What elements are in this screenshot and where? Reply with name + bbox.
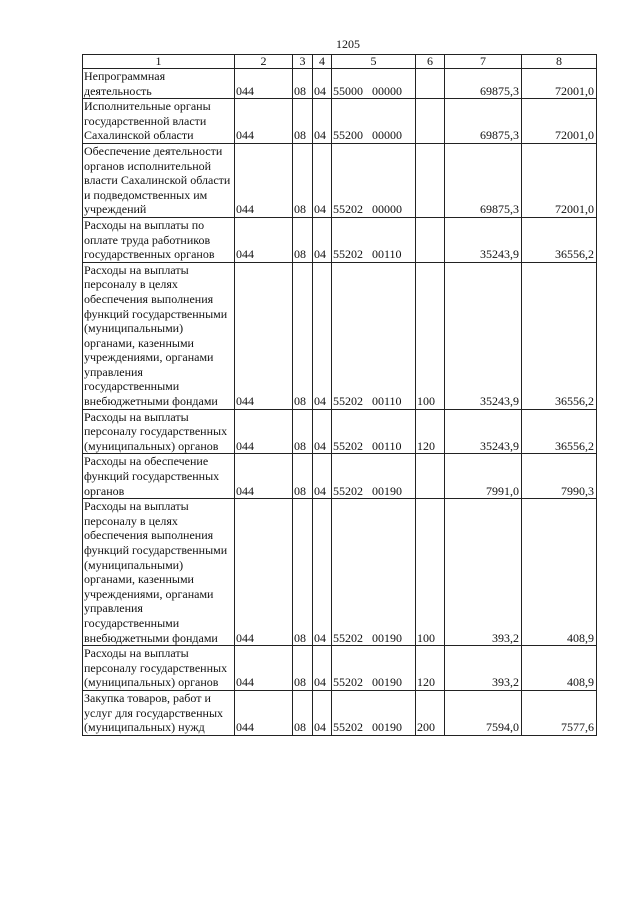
row-csr [332,409,416,454]
row-rz: 08 [293,143,313,217]
budget-table [82,54,597,736]
header-cell-7: 7 [445,55,522,69]
row-sum-col7: 393,2 [445,646,522,691]
row-csr-direction: 00110 [372,438,402,453]
row-csr-direction: 00110 [372,247,402,262]
row-sum-col8: 72001,0 [522,143,597,217]
row-rz: 08 [293,69,313,99]
row-rz: 08 [293,409,313,454]
row-rz: 08 [293,646,313,691]
row-sum-col8: 36556,2 [522,217,597,262]
row-name: Расходы на выплаты персоналу государственных (муниципальных) органов [83,646,235,691]
row-ved: 044 [235,143,293,217]
row-csr-program: 55202 [333,720,363,735]
row-pr: 04 [313,99,332,144]
table-row [83,409,597,454]
row-sum-col7: 35243,9 [445,217,522,262]
row-sum-col8: 36556,2 [522,262,597,409]
table-row [83,499,597,646]
row-vr [416,143,445,217]
row-sum-col8: 408,9 [522,646,597,691]
row-rz: 08 [293,454,313,499]
row-pr: 04 [313,69,332,99]
row-sum-col8: 72001,0 [522,99,597,144]
row-pr: 04 [313,143,332,217]
row-csr-direction: 00190 [372,675,402,690]
row-csr [332,217,416,262]
row-vr [416,99,445,144]
table-row [83,143,597,217]
row-pr: 04 [313,217,332,262]
header-cell-2: 2 [235,55,293,69]
row-ved: 044 [235,99,293,144]
row-pr: 04 [313,499,332,646]
row-sum-col7: 393,2 [445,499,522,646]
table-row [83,454,597,499]
header-cell-1: 1 [83,55,235,69]
row-sum-col8: 7990,3 [522,454,597,499]
row-pr: 04 [313,646,332,691]
row-csr-direction: 00190 [372,483,402,498]
row-vr: 100 [416,262,445,409]
row-csr-program: 55202 [333,675,363,690]
row-csr-direction: 00190 [372,720,402,735]
header-cell-8: 8 [522,55,597,69]
row-rz: 08 [293,690,313,735]
table-row [83,217,597,262]
row-vr: 120 [416,646,445,691]
row-name: Расходы на выплаты по оплате труда работников государственных органов [83,217,235,262]
row-pr: 04 [313,262,332,409]
header-cell-4: 4 [313,55,332,69]
row-rz: 08 [293,499,313,646]
row-rz: 08 [293,217,313,262]
row-name: Расходы на выплаты персоналу в целях обеспечения выполнения функций государственными (муниципальными) органами, казенными учреждениями, органами управления государственными внебюджетными фондами [83,499,235,646]
table-row [83,690,597,735]
row-csr-program: 55202 [333,630,363,645]
row-csr-direction: 00190 [372,630,402,645]
row-csr [332,99,416,144]
row-csr-direction: 00000 [372,83,402,98]
row-sum-col7: 69875,3 [445,99,522,144]
header-cell-3: 3 [293,55,313,69]
row-csr [332,69,416,99]
row-sum-col8: 7577,6 [522,690,597,735]
row-csr [332,143,416,217]
row-ved: 044 [235,409,293,454]
row-csr-program: 55200 [333,128,363,143]
row-name: Непрограммная деятельность [83,69,235,99]
header-cell-6: 6 [416,55,445,69]
row-vr [416,217,445,262]
row-ved: 044 [235,646,293,691]
row-pr: 04 [313,690,332,735]
row-rz: 08 [293,262,313,409]
row-pr: 04 [313,454,332,499]
row-name: Исполнительные органы государственной власти Сахалинской области [83,99,235,144]
row-ved: 044 [235,69,293,99]
row-csr [332,499,416,646]
row-vr: 120 [416,409,445,454]
row-sum-col7: 35243,9 [445,262,522,409]
row-name: Расходы на выплаты персоналу в целях обеспечения выполнения функций государственными (муниципальными) органами, казенными учреждениями, органами управления государственными внебюджетными фондами [83,262,235,409]
table-row [83,262,597,409]
table-row [83,646,597,691]
row-csr-program: 55000 [333,83,363,98]
row-ved: 044 [235,690,293,735]
row-ved: 044 [235,499,293,646]
row-csr-direction: 00000 [372,202,402,217]
row-ved: 044 [235,217,293,262]
row-csr-program: 55202 [333,202,363,217]
table-row [83,69,597,99]
row-sum-col7: 7594,0 [445,690,522,735]
row-vr: 200 [416,690,445,735]
row-name: Обеспечение деятельности органов исполнительной власти Сахалинской области и подведомственных им учреждений [83,143,235,217]
row-csr-program: 55202 [333,247,363,262]
row-sum-col8: 72001,0 [522,69,597,99]
row-csr [332,690,416,735]
row-csr-program: 55202 [333,438,363,453]
row-pr: 04 [313,409,332,454]
row-vr [416,69,445,99]
row-sum-col7: 7991,0 [445,454,522,499]
row-csr [332,454,416,499]
table-row [83,99,597,144]
row-sum-col8: 36556,2 [522,409,597,454]
row-csr [332,646,416,691]
row-vr: 100 [416,499,445,646]
row-sum-col7: 69875,3 [445,143,522,217]
row-name: Расходы на обеспечение функций государственных органов [83,454,235,499]
row-csr-direction: 00110 [372,394,402,409]
row-sum-col8: 408,9 [522,499,597,646]
header-row [83,55,597,69]
row-vr [416,454,445,499]
row-name: Закупка товаров, работ и услуг для государственных (муниципальных) нужд [83,690,235,735]
row-csr-program: 55202 [333,483,363,498]
row-csr [332,262,416,409]
row-ved: 044 [235,454,293,499]
page-number: 1205 [336,37,360,51]
row-rz: 08 [293,99,313,144]
row-csr-program: 55202 [333,394,363,409]
row-sum-col7: 35243,9 [445,409,522,454]
row-sum-col7: 69875,3 [445,69,522,99]
row-ved: 044 [235,262,293,409]
row-csr-direction: 00000 [372,128,402,143]
row-name: Расходы на выплаты персоналу государственных (муниципальных) органов [83,409,235,454]
header-cell-5: 5 [332,55,416,69]
